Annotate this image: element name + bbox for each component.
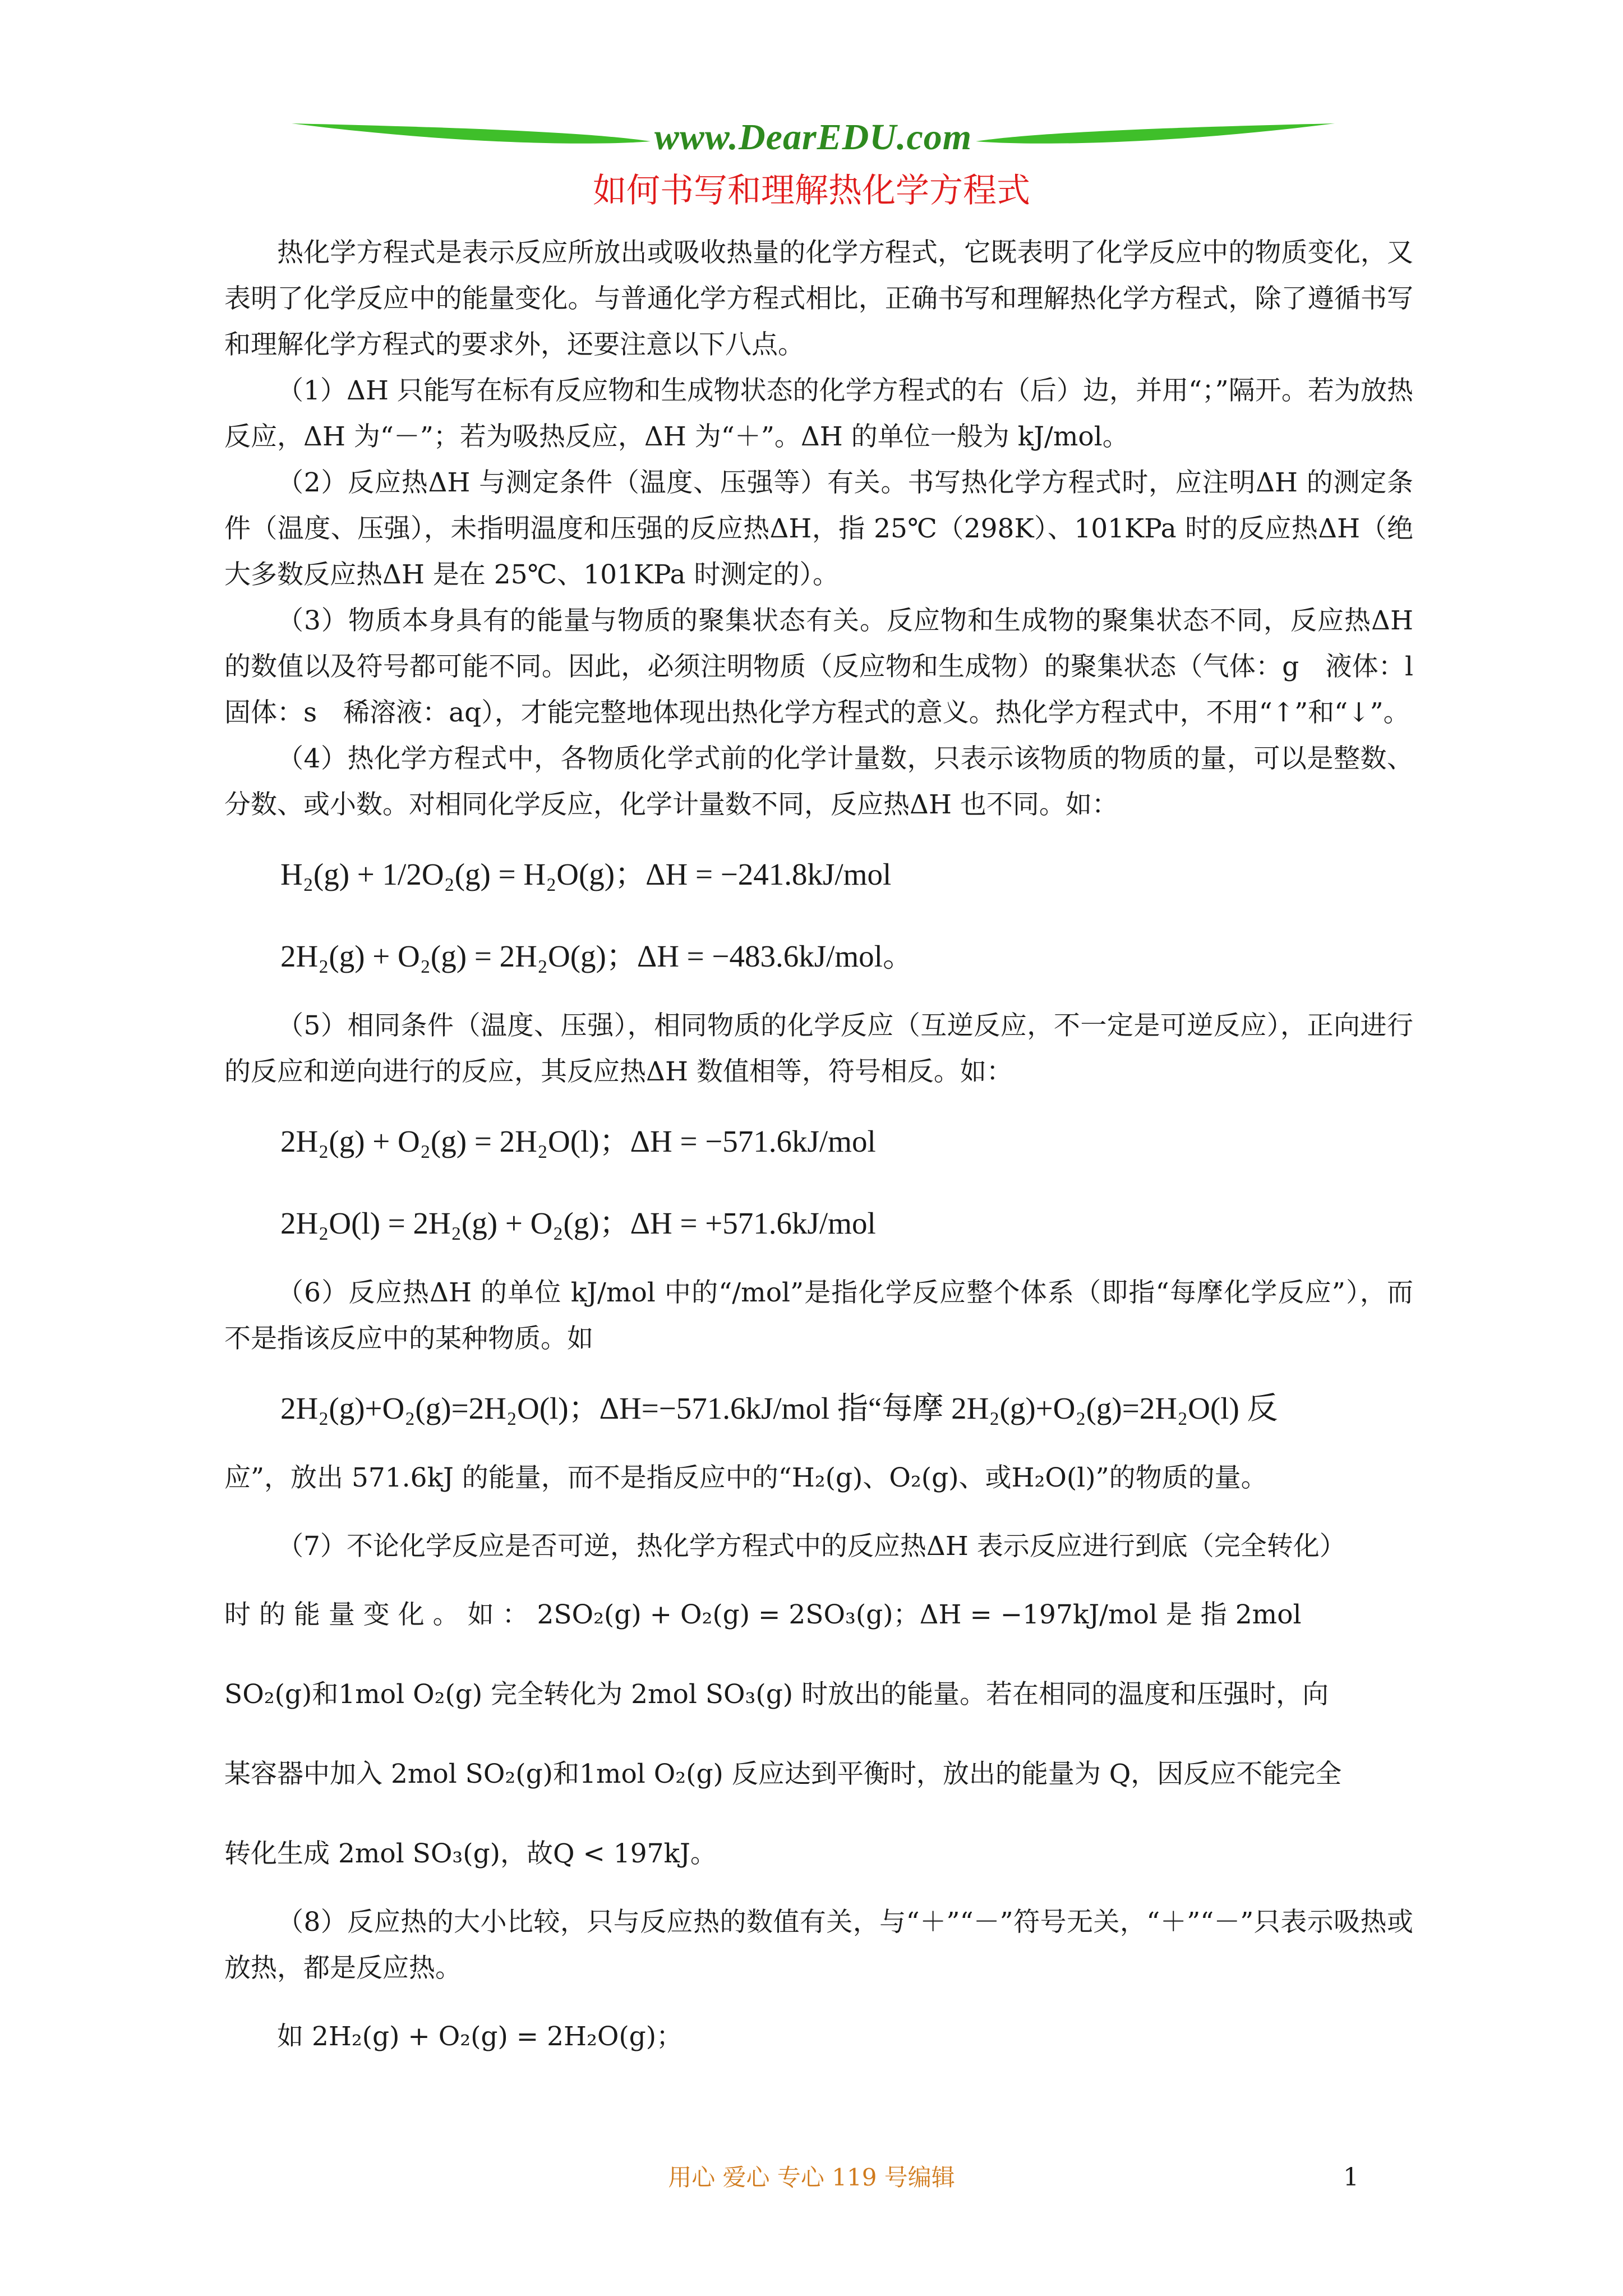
point-6: （6）反应热ΔH 的单位 kJ/mol 中的“/mol”是指化学反应整个体系（即指“每摩化学反应”），而不是指该反应中的某种物质。如 [224,1277,1413,1354]
page-footer: 用心 爱心 专心 119 号编辑 [668,2164,955,2191]
equation-3: 2H₂(g) + O₂(g) = 2H₂O(l)；ΔH = −571.6kJ/mol [280,1124,876,1158]
page-number: 1 [1343,2163,1359,2192]
point-7: （7）不论化学反应是否可逆，热化学方程式中的反应热ΔH 表示反应进行到底（完全转化） [277,1531,1346,1562]
point-7-line-2: 时 的 能 量 变 化 。 如 ： 2SO₂(g) + O₂(g) = 2SO₃(g)；ΔH = −197kJ/mol 是 指 2mol [224,1599,1302,1630]
point-4: （4）热化学方程式中，各物质化学式前的化学计量数，只表示该物质的物质的量，可以是整数、分数、或小数。对相同化学反应，化学计量数不同，反应热ΔH 也不同。如： [224,743,1413,820]
point-2: （2）反应热ΔH 与测定条件（温度、压强等）有关。书写热化学方程式时，应注明ΔH 的测定条件（温度、压强），未指明温度和压强的反应热ΔH，指 25℃（298K）、101KPa 时的反应热ΔH（绝大多数反应热ΔH 是在 25℃、101KPa 时测定的）。 [224,467,1413,590]
point-6-equation-line: 2H₂(g)+O₂(g)=2H₂O(l)；ΔH=−571.6kJ/mol 指“每摩 2H₂(g)+O₂(g)=2H₂O(l) 反 [280,1391,1278,1425]
point-1: （1）ΔH 只能写在标有反应物和生成物状态的化学方程式的右（后）边，并用“；”隔开。若为放热反应，ΔH 为“－”；若为吸热反应，ΔH 为“＋”。ΔH 的单位一般为 kJ/mol。 [224,375,1413,452]
site-header [292,112,1335,163]
point-8-equation: 如 2H₂(g) + O₂(g) = 2H₂O(g)； [277,2021,683,2052]
point-8: （8）反应热的大小比较，只与反应热的数值有关，与“＋”“－”符号无关，“＋”“－”只表示吸热或放热，都是反应热。 [224,1907,1413,1984]
intro-paragraph: 热化学方程式是表示反应所放出或吸收热量的化学方程式，它既表明了化学反应中的物质变化，又表明了化学反应中的能量变化。与普通化学方程式相比，正确书写和理解热化学方程式，除了遵循书写和理解化学方程式的要求外，还要注意以下八点。 [224,237,1413,360]
point-5: （5）相同条件（温度、压强），相同物质的化学反应（互逆反应，不一定是可逆反应），正向进行的反应和逆向进行的反应，其反应热ΔH 数值相等，符号相反。如： [224,1010,1413,1087]
point-7-line-4: 某容器中加入 2mol SO₂(g)和1mol O₂(g) 反应达到平衡时，放出的能量为 Q，因反应不能完全 [224,1759,1342,1789]
point-7-line-5: 转化生成 2mol SO₃(g)，故Q < 197kJ。 [224,1838,717,1869]
equation-1: H₂(g) + 1/2O₂(g) = H₂O(g)；ΔH = −241.8kJ/mol [280,857,892,891]
document-body [224,230,1440,2060]
page-title: 如何书写和理解热化学方程式 [593,171,1030,210]
equation-4: 2H₂O(l) = 2H₂(g) + O₂(g)；ΔH = +571.6kJ/mol [280,1206,876,1240]
point-3: （3）物质本身具有的能量与物质的聚集状态有关。反应物和生成物的聚集状态不同，反应热ΔH 的数值以及符号都可能不同。因此，必须注明物质（反应物和生成物）的聚集状态（气体：g 液体：l 固体：s 稀溶液：aq），才能完整地体现出热化学方程式的意义。热化学方程式中，不用“↑”和“↓”。 [224,605,1440,728]
site-logo-text[interactable]: www.DearEDU.com [654,117,972,158]
equation-2: 2H₂(g) + O₂(g) = 2H₂O(g)；ΔH = −483.6kJ/mol。 [280,939,914,973]
point-7-line-3: SO₂(g)和1mol O₂(g) 完全转化为 2mol SO₃(g) 时放出的能量。若在相同的温度和压强时，向 [224,1679,1329,1710]
point-6-continuation: 应”，放出 571.6kJ 的能量，而不是指反应中的“H₂(g)、O₂(g)、或H₂O(l)”的物质的量。 [224,1462,1267,1493]
